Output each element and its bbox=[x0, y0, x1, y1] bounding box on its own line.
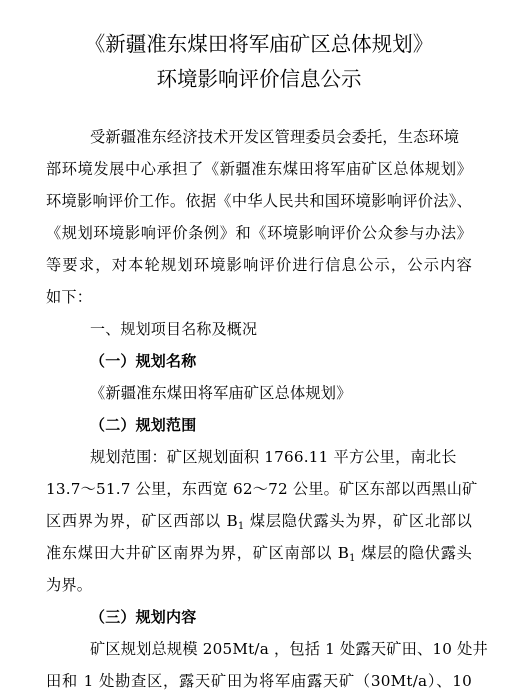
intro-paragraph-line: 《规划环境影响评价条例》和《环境影响评价公众参与办法》 bbox=[46, 224, 472, 242]
section-heading: 一、规划项目名称及概况 bbox=[90, 320, 258, 338]
scope-paragraph-line bbox=[46, 511, 472, 531]
subsection-heading-scope: （二）规划范围 bbox=[90, 416, 197, 434]
scope-paragraph-line: 为界。 bbox=[46, 576, 93, 594]
intro-paragraph-line: 环境影响评价工作。依据《中华人民共和国环境影响评价法》、 bbox=[46, 192, 472, 210]
document-title-line1: 《新疆准东煤田将军庙矿区总体规划》 bbox=[84, 32, 434, 56]
subsection-heading-content: （三）规划内容 bbox=[90, 608, 197, 626]
subscript: 1 bbox=[349, 553, 356, 564]
intro-paragraph-line: 如下： bbox=[46, 288, 93, 306]
plan-name-text: 《新疆准东煤田将军庙矿区总体规划》 bbox=[90, 384, 352, 402]
scope-paragraph-line: 规划范围：矿区规划面积 1766.11 平方公里，南北长 bbox=[90, 448, 457, 466]
intro-paragraph-line: 部环境发展中心承担了《新疆准东煤田将军庙矿区总体规划》 bbox=[46, 160, 472, 178]
subscript: 1 bbox=[237, 521, 245, 532]
scope-text-part: 区西界为界，矿区西部以 B bbox=[46, 512, 238, 530]
content-paragraph-line: 田和 1 处勘查区，露天矿田为将军庙露天矿（30Mt/a）、10 bbox=[46, 672, 472, 690]
content-paragraph-line: 矿区规划总规模 205Mt/a ，包括 1 处露天矿田、10 处井 bbox=[90, 640, 488, 658]
document-title-line2: 环境影响评价信息公示 bbox=[156, 67, 362, 91]
intro-paragraph-line: 受新疆准东经济技术开发区管理委员会委托，生态环境 bbox=[90, 128, 460, 146]
scope-paragraph-line bbox=[46, 543, 472, 563]
scope-text-part: 准东煤田大井矿区南界为界，矿区南部以 B bbox=[46, 544, 350, 562]
scope-paragraph-line: 13.7～51.7 公里，东西宽 62～72 公里。矿区东部以西黑山矿 bbox=[46, 480, 478, 498]
scope-text-part: 煤层隐伏露头为界，矿区北部以 bbox=[244, 512, 473, 530]
subsection-heading-name: （一）规划名称 bbox=[90, 352, 197, 370]
intro-paragraph-line: 等要求，对本轮规划环境影响评价进行信息公示，公示内容 bbox=[46, 256, 472, 274]
scope-text-part: 煤层的隐伏露头 bbox=[355, 544, 472, 562]
